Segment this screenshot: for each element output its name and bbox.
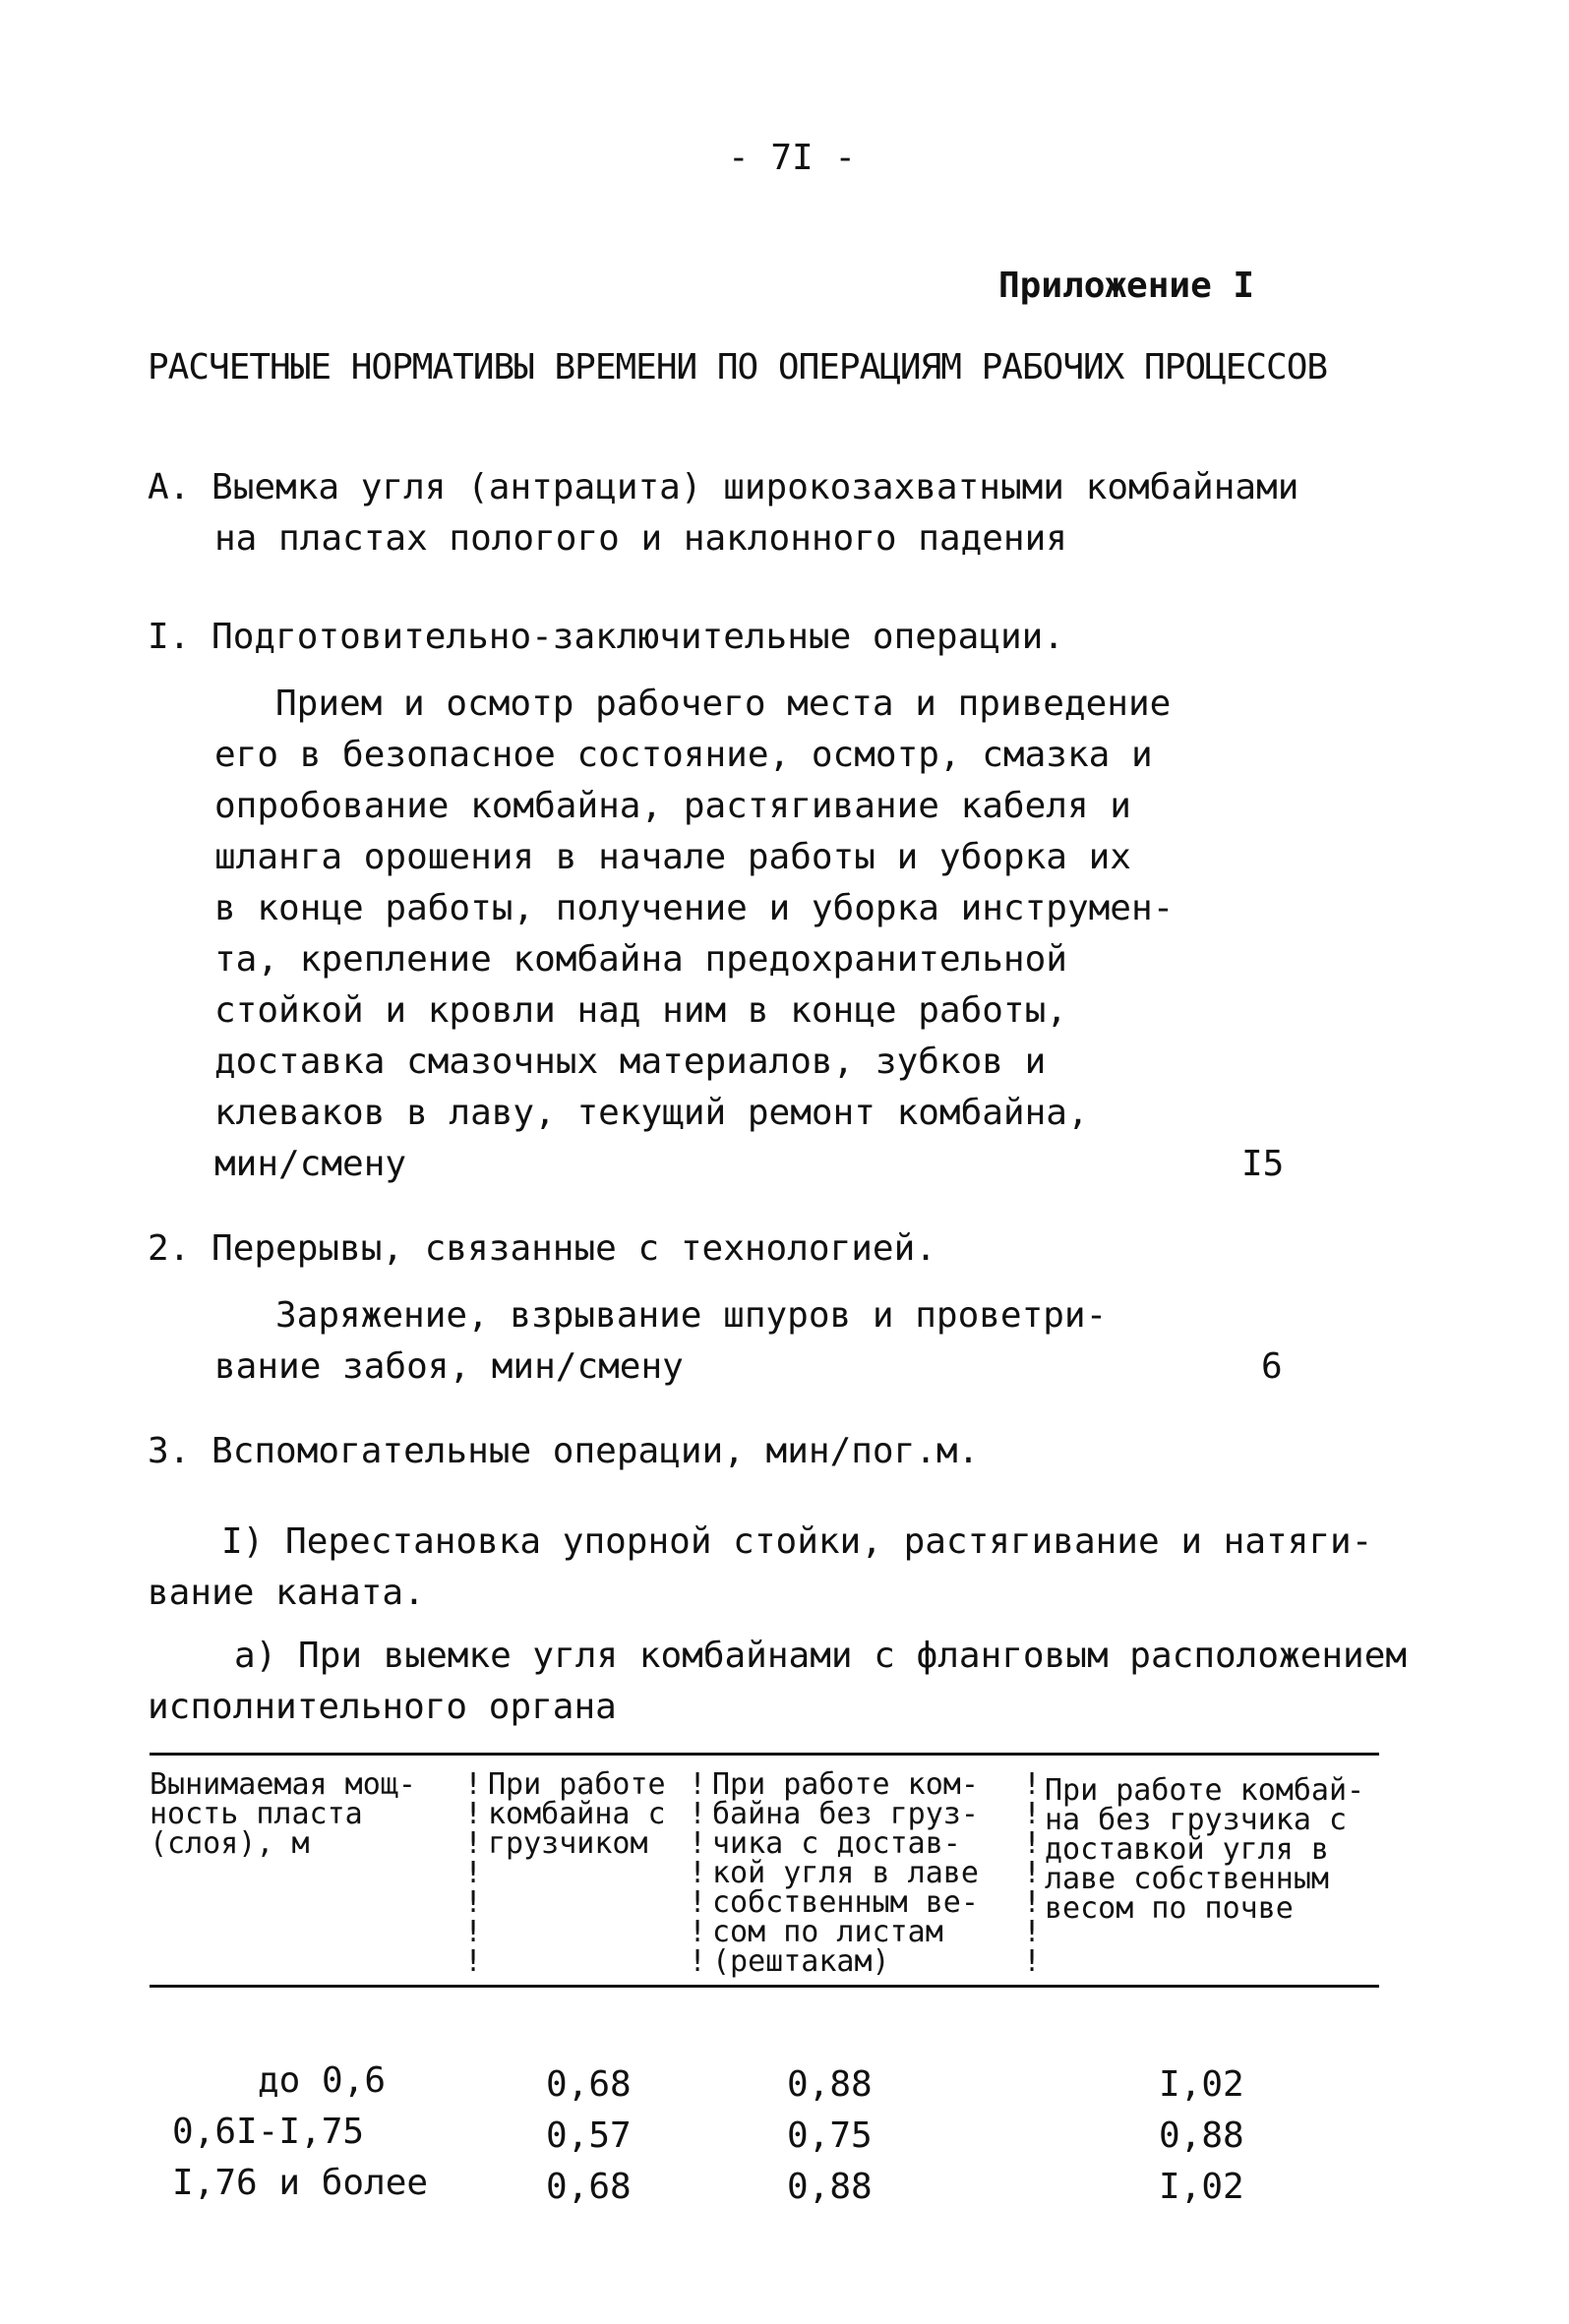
table-top-rule xyxy=(150,1753,1379,1756)
row-value-with-loader: 0,57 xyxy=(546,2115,632,2156)
item2-heading: 2. Перерывы, связанные с технологией. xyxy=(148,1228,936,1269)
header-col4-line: лаве собственным xyxy=(1045,1862,1329,1896)
header-col3-line: При работе ком- xyxy=(712,1767,979,1802)
row-thickness: I,76 и более xyxy=(172,2163,429,2203)
header-col3-line: собственным ве- xyxy=(712,1885,979,1920)
header-col3-line: (рештакам) xyxy=(712,1944,890,1979)
item1-text-line: опробование комбайна, растягивание кабеля и xyxy=(214,786,1131,826)
item1-text-line: мин/смену xyxy=(214,1144,407,1184)
header-col4-line: весом по почве xyxy=(1045,1891,1294,1926)
item3-sub-a-line: а) При выемке угля комбайнами с фланговым расположением xyxy=(234,1636,1408,1676)
column-separator: ! ! ! ! ! ! ! xyxy=(464,1767,483,1979)
header-col1-line: Вынимаемая мощ- xyxy=(150,1767,416,1802)
column-separator: ! ! ! ! ! ! ! xyxy=(1023,1767,1042,1979)
item2-text-line: Заряжение, взрывание шпуров и проветри- xyxy=(275,1295,1108,1336)
row-value-without-loader: 0,75 xyxy=(787,2115,873,2156)
row-thickness: до 0,6 xyxy=(258,2060,387,2101)
header-col2-line: При работе xyxy=(488,1767,666,1802)
header-col3-line: сом по листам xyxy=(712,1915,943,1949)
item3-sub1-line: I) Перестановка упорной стойки, растягивание и натяги- xyxy=(221,1521,1373,1562)
document-title: РАСЧЕТНЫЕ НОРМАТИВЫ ВРЕМЕНИ ПО ОПЕРАЦИЯМ РАБОЧИХ ПРОЦЕССОВ xyxy=(148,347,1328,387)
item3-sub-a-line: исполнительного органа xyxy=(148,1687,617,1727)
row-thickness: 0,6I-I,75 xyxy=(172,2112,365,2152)
row-value-floor-delivery: 0,88 xyxy=(1159,2115,1244,2156)
section-a-line1: А. Выемка угля (антрацита) широкозахватными комбайнами xyxy=(148,467,1299,507)
item1-text-line: та, крепление комбайна предохранительной xyxy=(214,939,1067,980)
page-number: - 7I - xyxy=(728,138,857,178)
item1-text-line: его в безопасное состояние, осмотр, смазка и xyxy=(214,735,1153,775)
item3-sub1-line: вание каната. xyxy=(148,1573,425,1613)
header-col3-line: кой угля в лаве xyxy=(712,1856,979,1890)
row-value-without-loader: 0,88 xyxy=(787,2064,873,2105)
item1-text-line: стойкой и кровли над ним в конце работы, xyxy=(214,990,1067,1031)
item3-heading: 3. Вспомогательные операции, мин/пог.м. xyxy=(148,1431,980,1471)
item1-text-line: Прием и осмотр рабочего места и приведение xyxy=(275,684,1172,724)
header-col2-line: комбайна с xyxy=(488,1797,666,1831)
row-value-with-loader: 0,68 xyxy=(546,2064,632,2105)
row-value-without-loader: 0,88 xyxy=(787,2167,873,2207)
row-value-floor-delivery: I,02 xyxy=(1159,2064,1244,2105)
header-col4-line: на без грузчика с xyxy=(1045,1803,1348,1837)
appendix-label: Приложение I xyxy=(998,266,1255,306)
row-value-floor-delivery: I,02 xyxy=(1159,2167,1244,2207)
item1-text-line: шланга орошения в начале работы и уборка их xyxy=(214,837,1131,877)
column-separator: ! ! ! ! ! ! ! xyxy=(689,1767,707,1979)
item1-text-line: клевакoв в лаву, текущий ремонт комбайна, xyxy=(214,1093,1089,1133)
header-col3-line: чика с достав- xyxy=(712,1826,961,1861)
row-value-with-loader: 0,68 xyxy=(546,2167,632,2207)
header-col3-line: байна без груз- xyxy=(712,1797,979,1831)
header-col2-line: грузчиком xyxy=(488,1826,648,1861)
item1-text-line: в конце работы, получение и уборка инструмен- xyxy=(214,888,1175,928)
item1-value: I5 xyxy=(1241,1144,1285,1184)
section-a-line2: на пластах пологого и наклонного падения xyxy=(214,518,1067,559)
table-header-rule xyxy=(150,1985,1379,1988)
header-col1-line: ность пласта xyxy=(150,1797,363,1831)
item1-heading: I. Подготовительно-заключительные операции. xyxy=(148,617,1064,657)
header-col4-line: При работе комбай- xyxy=(1045,1773,1365,1808)
header-col1-line: (слоя), м xyxy=(150,1826,310,1861)
header-col4-line: доставкой угля в xyxy=(1045,1832,1329,1867)
item2-value: 6 xyxy=(1261,1346,1283,1387)
item2-text-line: вание забоя, мин/смену xyxy=(214,1346,684,1387)
item1-text-line: доставка смазочных материалов, зубков и xyxy=(214,1042,1047,1082)
